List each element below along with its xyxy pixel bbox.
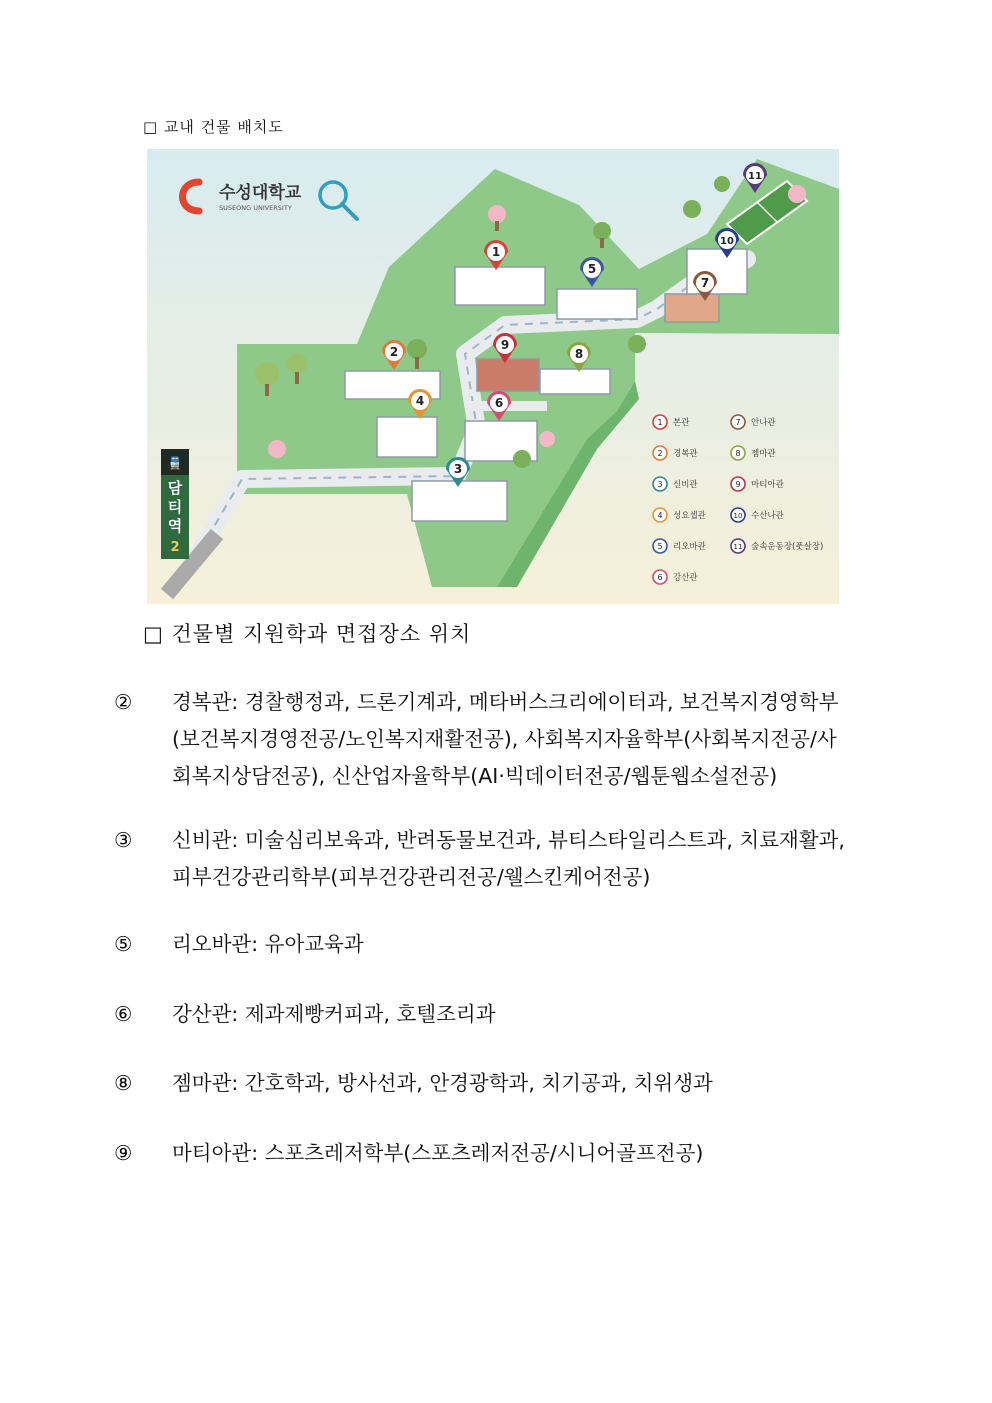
legend-item xyxy=(731,508,785,522)
building-9 xyxy=(477,359,539,391)
station-sign xyxy=(161,449,189,559)
legend-label: 성요셉관 xyxy=(673,511,706,521)
station-char: 티 xyxy=(167,498,183,516)
marker-number: 10 xyxy=(720,236,734,247)
item-number: ③ xyxy=(114,828,133,852)
map-caption: □ 교내 건물 배치도 xyxy=(143,118,284,136)
marker-number: 3 xyxy=(453,462,463,476)
legend-number: 11 xyxy=(733,543,743,551)
legend-label: 경복관 xyxy=(673,449,698,459)
legend-number: 3 xyxy=(657,480,663,489)
legend-number: 2 xyxy=(657,449,663,458)
legend-label: 안나관 xyxy=(751,418,776,428)
item-number: ⑨ xyxy=(114,1141,133,1165)
item-text: 강산관: 제과제빵커피과, 호텔조리과 xyxy=(172,1002,496,1026)
legend-item xyxy=(653,539,707,553)
campus-map-canvas xyxy=(147,149,839,604)
building-5 xyxy=(557,289,637,319)
legend-label: 젬마관 xyxy=(751,449,776,459)
item-text: 젬마관: 간호학과, 방사선과, 안경광학과, 치기공과, 치위생과 xyxy=(172,1071,713,1095)
station-char: 역 xyxy=(167,517,183,535)
station-exit: 2 xyxy=(170,540,180,555)
legend-label: 강산관 xyxy=(673,573,698,583)
logo-name: 수성대학교 xyxy=(219,183,302,203)
legend-item xyxy=(653,477,698,491)
item-text: 신비관: 미술심리보육과, 반려동물보건과, 뷰티스타일리스트과, 치료재활과, 피부건강관리학부(피부건강관리전공/웰스킨케어전공) xyxy=(172,828,845,889)
legend-item xyxy=(653,446,698,460)
marker-number: 6 xyxy=(494,396,504,410)
legend-number: 5 xyxy=(657,542,663,551)
legend-number: 6 xyxy=(657,573,663,582)
legend-item xyxy=(653,570,698,584)
item-number: ⑤ xyxy=(114,932,133,956)
station-char: 담 xyxy=(167,479,183,497)
marker-number: 9 xyxy=(500,338,510,352)
marker-number: 4 xyxy=(415,394,425,408)
section-title: □ 건물별 지원학과 면접장소 위치 xyxy=(143,622,472,646)
legend-label: 수산나관 xyxy=(751,511,784,521)
legend-item xyxy=(731,446,776,460)
legend-number: 10 xyxy=(733,512,743,520)
item-text: 리오바관: 유아교육과 xyxy=(172,932,364,956)
department-item xyxy=(114,1065,855,1102)
legend-number: 7 xyxy=(735,418,741,427)
legend-label: 신비관 xyxy=(673,480,698,490)
campus-map xyxy=(147,149,839,604)
legend-item xyxy=(731,415,776,429)
legend-label: 마티아관 xyxy=(751,480,784,490)
building-7 xyxy=(665,294,719,322)
marker-number: 7 xyxy=(700,276,710,290)
marker-number: 5 xyxy=(587,262,597,276)
legend-number: 1 xyxy=(657,418,663,427)
building-4 xyxy=(377,417,437,457)
legend-label: 숲속운동장(풋살장) xyxy=(751,542,824,552)
item-number: ⑧ xyxy=(114,1071,133,1095)
legend-item xyxy=(731,477,785,491)
legend-label: 리오바관 xyxy=(673,542,706,552)
legend-number: 4 xyxy=(657,511,663,520)
marker-number: 2 xyxy=(389,345,399,359)
item-text: 마티아관: 스포츠레저학부(스포츠레저전공/시니어골프전공) xyxy=(172,1141,704,1165)
legend-item xyxy=(653,508,707,522)
department-item xyxy=(114,926,855,963)
department-item xyxy=(114,1135,855,1172)
legend-number: 8 xyxy=(735,449,741,458)
marker-number: 11 xyxy=(748,171,762,182)
logo-sub: SUSEONG UNIVERSITY xyxy=(219,204,292,212)
legend-label: 본관 xyxy=(673,418,690,428)
item-number: ② xyxy=(114,690,133,714)
building-3 xyxy=(412,481,507,521)
marker-number: 1 xyxy=(491,245,501,259)
department-item xyxy=(114,822,855,896)
legend-number: 9 xyxy=(735,480,741,489)
building-8 xyxy=(540,369,610,394)
item-number: ⑥ xyxy=(114,1002,133,1026)
train-icon: 🚆 xyxy=(167,456,183,470)
building-1 xyxy=(455,267,545,305)
department-item xyxy=(114,996,855,1033)
item-text: 경복관: 경찰행정과, 드론기계과, 메타버스크리에이터과, 보건복지경영학부(보건복지경영전공/노인복지재활전공), 사회복지자율학부(사회복지전공/사회복지상담전공), 신산업자율학부(AI·빅데이터전공/웹툰웹소설전공) xyxy=(172,690,839,788)
marker-number: 8 xyxy=(574,347,584,361)
department-item xyxy=(114,684,855,795)
